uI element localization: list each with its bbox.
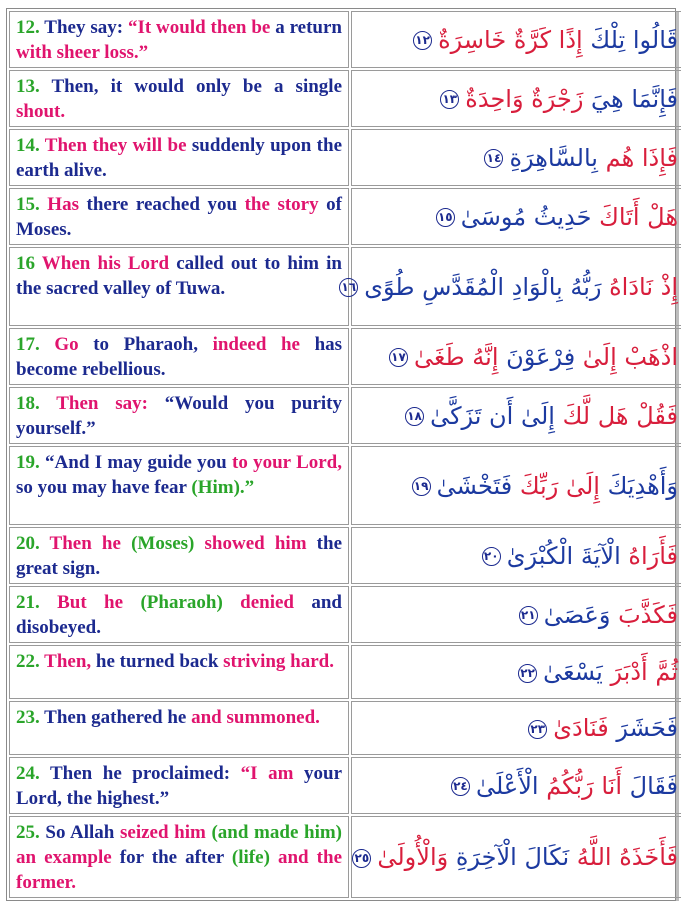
arabic-segment: فَنَادَىٰ — [553, 714, 617, 742]
translation-segment: 20. — [16, 533, 50, 554]
translation-segment: an example — [16, 847, 120, 868]
translation-text — [16, 705, 342, 730]
translation-segment: 23. — [16, 707, 45, 728]
arabic-segment: فَقَالَ — [629, 771, 678, 800]
arabic-cell — [351, 586, 681, 643]
verse-row — [9, 129, 681, 186]
translation-segment: “It would then be — [127, 17, 271, 38]
verse-number-marker: ٢١ — [519, 606, 538, 625]
translation-segment: 18. — [16, 393, 57, 414]
translation-segment: 14. — [16, 135, 45, 156]
translation-segment: denied — [240, 592, 312, 613]
translation-segment: he turned back — [95, 651, 224, 672]
translation-segment: and the former. — [16, 847, 343, 893]
translation-segment: called out to him in the sacred valley of Tuwa. — [16, 253, 342, 299]
translation-segment: a return — [270, 17, 342, 38]
translation-text — [16, 450, 342, 500]
verse-row — [9, 188, 681, 245]
translation-segment: 12. — [16, 17, 45, 38]
translation-cell — [9, 70, 349, 127]
arabic-cell — [351, 816, 681, 898]
arabic-verse — [354, 842, 678, 872]
translation-segment: Then, it would only be a single — [51, 76, 342, 97]
arabic-segment: نَكَالَ الْآخِرَةِ — [455, 843, 577, 871]
translation-segment: the great sign. — [16, 533, 342, 579]
translation-segment: and disobeyed. — [16, 592, 342, 638]
arabic-segment: هَلْ أَتَاكَ — [599, 202, 678, 231]
verse-number-marker: ١٥ — [436, 208, 455, 227]
arabic-cell — [351, 645, 681, 699]
verse-number-marker: ٢٠ — [482, 547, 501, 566]
arabic-cell — [351, 129, 681, 186]
arabic-verse — [360, 471, 678, 501]
translation-cell — [9, 645, 349, 699]
arabic-cell — [341, 247, 681, 326]
arabic-cell — [351, 701, 681, 755]
translation-segment: seized him — [120, 822, 212, 843]
arabic-verse — [360, 202, 678, 232]
arabic-segment: اذْهَبْ إِلَىٰ — [582, 342, 678, 371]
verse-number-marker: ١٩ — [412, 477, 431, 496]
verse-row — [9, 70, 681, 127]
translation-segment: “Would you purity yourself.” — [16, 393, 342, 439]
arabic-segment: فَأَخَذَهُ اللَّهُ — [576, 843, 678, 871]
arabic-verse — [360, 600, 678, 630]
translation-segment: Then he — [49, 533, 132, 554]
translation-text — [16, 820, 342, 895]
translation-segment: Then they will be — [44, 135, 192, 156]
arabic-segment: فَكَذَّبَ — [618, 600, 678, 629]
verse-row — [9, 645, 681, 699]
arabic-verse — [360, 84, 678, 114]
verse-row — [9, 701, 681, 755]
translation-cell — [9, 701, 349, 755]
arabic-verse — [360, 713, 678, 743]
arabic-segment: يَسْعَىٰ — [543, 658, 611, 686]
translation-text — [16, 133, 342, 183]
translation-segment: 19. — [16, 452, 46, 473]
arabic-segment: إِلَىٰ رَبِّكَ — [519, 471, 608, 500]
translation-text — [16, 649, 342, 674]
translation-segment: for the after — [119, 847, 232, 868]
translation-cell — [9, 387, 349, 444]
arabic-cell — [351, 11, 681, 68]
arabic-verse — [360, 401, 678, 431]
translation-segment: striving hard. — [223, 651, 334, 672]
arabic-segment: أَنَا رَبُّكُمُ — [546, 771, 630, 800]
verse-number-marker: ٢٢ — [518, 664, 537, 683]
arabic-segment: الْأَعْلَىٰ — [475, 771, 547, 800]
translation-segment: “And I may guide you — [45, 452, 232, 473]
arabic-segment: فَأَرَاهُ — [628, 541, 678, 570]
translation-segment: Go — [54, 334, 94, 355]
translation-text — [16, 761, 342, 811]
translation-segment: so you may have fear — [16, 477, 192, 498]
verse-row — [9, 816, 681, 898]
translation-segment: there reached you — [86, 194, 245, 215]
arabic-segment: حَدِيثُ مُوسَىٰ — [460, 202, 600, 231]
arabic-cell — [351, 188, 681, 245]
translation-text — [16, 391, 342, 441]
arabic-segment: وَالْأُولَىٰ — [377, 843, 456, 871]
translation-segment: 16 — [16, 253, 42, 274]
verse-row — [9, 11, 681, 68]
arabic-verse — [360, 143, 678, 173]
verse-row — [9, 586, 681, 643]
translation-text — [16, 74, 342, 124]
translation-cell — [9, 757, 349, 814]
translation-segment: your Lord, the highest.” — [16, 763, 342, 809]
verse-table — [7, 9, 681, 900]
verse-row — [9, 757, 681, 814]
arabic-verse — [341, 272, 678, 302]
translation-segment: to Pharaoh, — [93, 334, 213, 355]
arabic-segment: بِالسَّاهِرَةِ — [509, 143, 606, 172]
arabic-verse — [360, 25, 678, 55]
arabic-segment: إِذْ نَادَاهُ — [609, 272, 678, 301]
arabic-cell — [351, 446, 681, 525]
arabic-segment: فَإِذَا هُم — [605, 143, 678, 172]
translation-cell — [9, 188, 349, 245]
translation-text — [16, 251, 342, 301]
translation-segment: Has — [47, 194, 87, 215]
arabic-segment: فَحَشَرَ — [616, 714, 678, 742]
arabic-cell — [351, 70, 681, 127]
verse-row — [9, 446, 681, 525]
arabic-verse — [360, 342, 678, 372]
translation-text — [16, 15, 342, 65]
translation-segment: indeed he — [212, 334, 315, 355]
arabic-segment: إِنَّهُ طَغَىٰ — [413, 342, 507, 371]
translation-segment: But he — [57, 592, 141, 613]
verse-number-marker: ١٦ — [339, 278, 358, 297]
verse-row — [9, 247, 681, 326]
translation-segment: (Moses) — [131, 533, 205, 554]
verse-number-marker: ٢٤ — [451, 777, 470, 796]
translation-segment: suddenly upon the earth alive. — [16, 135, 343, 181]
arabic-segment: وَعَصَىٰ — [543, 600, 619, 629]
translation-segment: 13. — [16, 76, 52, 97]
translation-segment: 24. — [16, 763, 50, 784]
translation-cell — [9, 527, 349, 584]
arabic-verse — [360, 771, 678, 801]
verse-table-frame — [6, 8, 676, 901]
arabic-segment: ثُمَّ أَدْبَرَ — [610, 658, 678, 686]
translation-cell — [9, 247, 349, 326]
arabic-cell — [351, 527, 681, 584]
translation-cell — [9, 129, 349, 186]
arabic-cell — [351, 328, 681, 385]
translation-cell — [9, 446, 349, 525]
translation-segment: They say: — [44, 17, 128, 38]
translation-text — [16, 531, 342, 581]
translation-cell — [9, 816, 349, 898]
verse-number-marker: ١٨ — [405, 407, 424, 426]
translation-segment: “I am — [240, 763, 304, 784]
translation-segment: the story — [244, 194, 327, 215]
verse-number-marker: ١٢ — [413, 31, 432, 50]
arabic-segment: قَالُوا تِلْكَ — [590, 25, 678, 54]
translation-cell — [9, 328, 349, 385]
arabic-segment: إِلَىٰ أَن تَزَكَّىٰ — [430, 401, 563, 430]
translation-text — [16, 192, 342, 242]
translation-segment: 22. — [16, 651, 45, 672]
translation-segment: Then, — [44, 651, 96, 672]
translation-segment: (and made him) — [211, 822, 343, 843]
translation-segment: showed him — [204, 533, 317, 554]
verse-row — [9, 387, 681, 444]
translation-segment: shout. — [16, 101, 66, 122]
translation-segment: of Moses. — [16, 194, 342, 240]
translation-text — [16, 332, 342, 382]
arabic-segment: زَجْرَةٌ وَاحِدَةٌ — [465, 84, 592, 113]
verse-row — [9, 527, 681, 584]
translation-segment: So Allah — [45, 822, 120, 843]
translation-segment: has become rebellious. — [16, 334, 343, 380]
translation-segment: Then say: — [56, 393, 165, 414]
translation-segment: and summoned. — [191, 707, 320, 728]
arabic-segment: فَتَخْشَىٰ — [436, 471, 520, 500]
arabic-segment: الْآيَةَ الْكُبْرَىٰ — [506, 541, 629, 570]
translation-cell — [9, 11, 349, 68]
verse-number-marker: ١٤ — [484, 149, 503, 168]
arabic-cell — [351, 387, 681, 444]
translation-segment: to your Lord, — [232, 452, 342, 473]
translation-cell — [9, 586, 349, 643]
translation-segment: Then he proclaimed: — [49, 763, 241, 784]
arabic-verse — [360, 657, 678, 687]
translation-segment: 21. — [16, 592, 58, 613]
arabic-segment: رَبُّهُ بِالْوَادِ الْمُقَدَّسِ طُوًى — [364, 272, 610, 301]
translation-segment: 15. — [16, 194, 48, 215]
translation-segment: 25. — [16, 822, 46, 843]
arabic-segment: فَإِنَّمَا هِيَ — [591, 84, 678, 113]
arabic-segment: إِذًا كَرَّةٌ خَاسِرَةٌ — [438, 25, 591, 54]
arabic-segment: فَقُلْ هَل لَّكَ — [562, 401, 678, 430]
arabic-segment: فِرْعَوْنَ — [506, 342, 583, 371]
translation-segment: When his Lord — [41, 253, 177, 274]
verse-number-marker: ٢٥ — [352, 849, 371, 868]
translation-text — [16, 590, 342, 640]
verse-number-marker: ١٧ — [389, 348, 408, 367]
verse-number-marker: ٢٣ — [528, 720, 547, 739]
arabic-verse — [360, 541, 678, 571]
translation-segment: (Him).” — [191, 477, 255, 498]
arabic-cell — [351, 757, 681, 814]
verse-rows — [9, 11, 681, 898]
verse-number-marker: ١٣ — [440, 90, 459, 109]
verse-row — [9, 328, 681, 385]
translation-segment: 17. — [16, 334, 55, 355]
translation-segment: Then gathered he — [44, 707, 192, 728]
arabic-segment: وَأَهْدِيَكَ — [607, 471, 678, 500]
translation-segment: (life) — [231, 847, 278, 868]
translation-segment: with sheer loss.” — [16, 42, 149, 63]
translation-segment: (Pharaoh) — [140, 592, 241, 613]
